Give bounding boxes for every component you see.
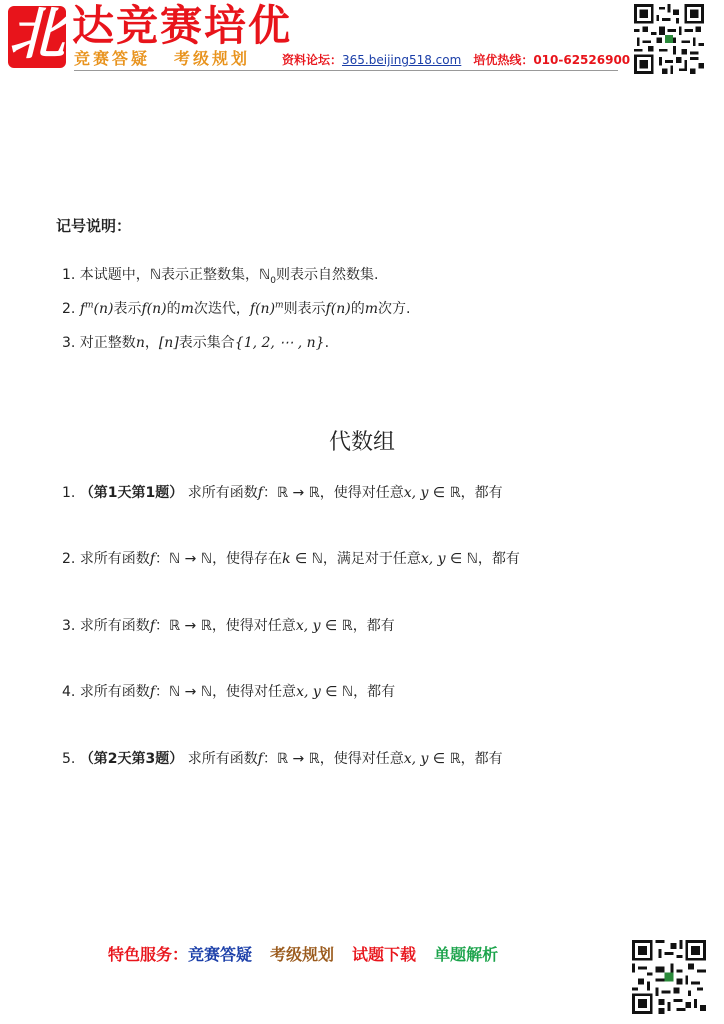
forum-label: 资料论坛： <box>282 53 343 67</box>
brand-slogan <box>74 49 250 69</box>
footer-label: 特色服务： <box>108 945 189 964</box>
brand-name: 达竞赛培优 <box>72 1 293 50</box>
problem-2: 2. 求所有函数f：ℕ → ℕ，使得存在k ∈ ℕ，满足对于任意x, y ∈ ℕ，都有 <box>62 551 520 567</box>
naturals-symbol: ℕ <box>149 267 162 283</box>
section-title: 代数组 <box>328 430 395 455</box>
slogan-part-1: 竞赛答疑 <box>74 49 151 68</box>
problem-5: 5. （第2天第3题） 求所有函数f：ℝ → ℝ，使得对任意x, y ∈ ℝ，都有 <box>62 751 503 767</box>
slogan-part-2: 考级规划 <box>174 49 251 68</box>
problem-5-tag: （第2天第3题） <box>79 751 184 767</box>
footer-service-qa[interactable]: 竞赛答疑 <box>188 945 253 964</box>
qr-code-icon <box>632 940 706 1014</box>
footer-service-analysis[interactable]: 单题解析 <box>434 945 499 964</box>
brand-logo-badge <box>8 6 66 68</box>
naturals-zero-symbol: ℕ <box>259 267 271 283</box>
problem-3: 3. 求所有函数f：ℝ → ℝ，使得对任意x, y ∈ ℝ，都有 <box>62 618 395 634</box>
notation-title: 记号说明： <box>56 217 132 235</box>
footer-service-download[interactable]: 试题下载 <box>352 945 417 964</box>
header-divider <box>74 70 618 71</box>
contact-line <box>282 52 630 68</box>
forum-link[interactable]: 365.beijing518.com <box>342 53 462 67</box>
problem-1: 1. （第1天第1题） 求所有函数f：ℝ → ℝ，使得对任意x, y ∈ ℝ，都有 <box>62 485 503 501</box>
notation-item-1: 1. 本试题中，ℕ表示正整数集，ℕ$_0$则表示自然数集. <box>62 267 379 286</box>
problem-1-tag: （第1天第1题） <box>79 485 184 501</box>
footer-services <box>108 942 516 965</box>
qr-code-icon <box>634 4 704 74</box>
notation-item-2: 2. $f^m(n)$表示f(n)的m次迭代，$f(n)^m$则表示f(n)的m次方. <box>62 300 411 317</box>
footer-service-planning[interactable]: 考级规划 <box>270 945 335 964</box>
notation-item-3: 3. 对正整数n，[n]表示集合{1, 2, ⋯ , n}. <box>62 335 330 351</box>
page-header <box>0 0 724 80</box>
hotline-number: 010-62526900 <box>533 53 631 67</box>
problem-4: 4. 求所有函数f：ℕ → ℕ，使得对任意x, y ∈ ℕ，都有 <box>62 684 396 700</box>
logo-glyph: 北 <box>9 6 65 67</box>
hotline-label: 培优热线： <box>473 53 534 67</box>
